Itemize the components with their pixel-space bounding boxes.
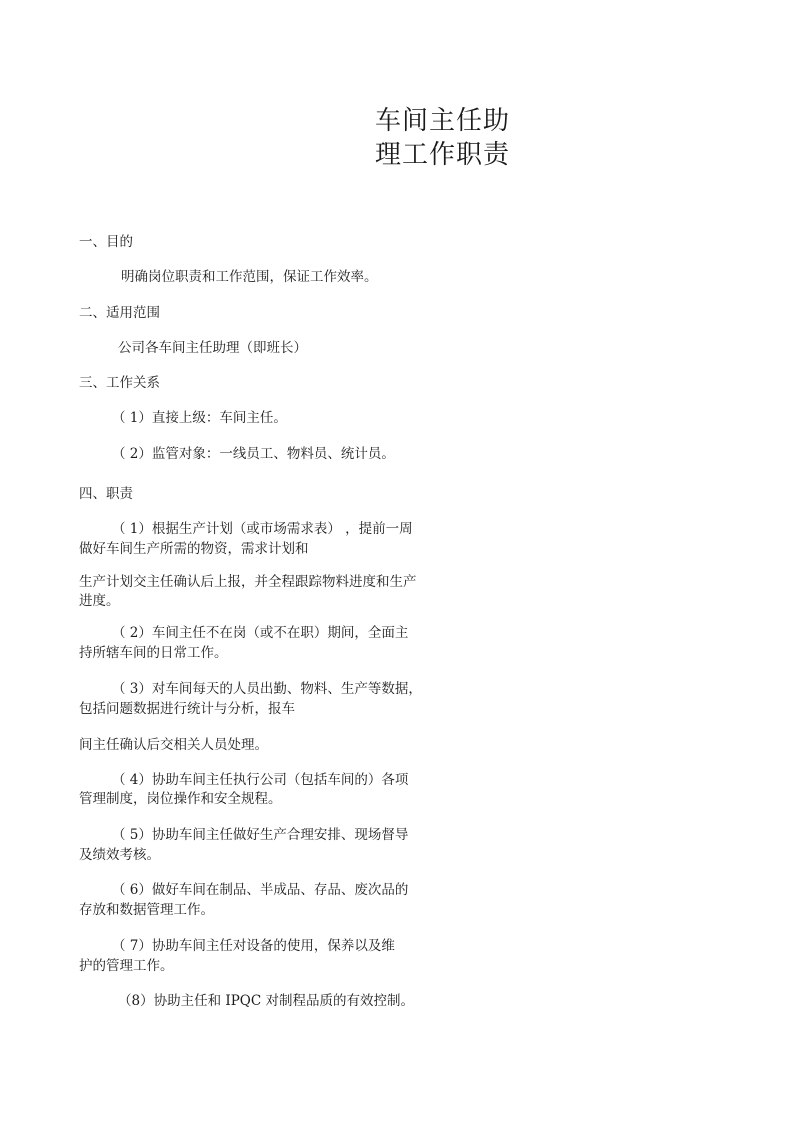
document-title-line-2: 理工作职责 bbox=[374, 140, 510, 170]
duty-1-line-4: 进度。 bbox=[79, 593, 120, 609]
duty-8-line-1: （8）协助主任和 IPQC 对制程品质的有效控制。 bbox=[118, 993, 414, 1009]
section-heading-duties: 四、职责 bbox=[79, 486, 133, 502]
duty-7-line-1: （ 7）协助车间主任对设备的使用，保养以及维 bbox=[112, 938, 395, 954]
duty-3-line-1: （ 3）对车间每天的人员出勤、物料、生产等数据， bbox=[112, 681, 422, 697]
duty-1-line-3: 生产计划交主任确认后上报，并全程跟踪物料进度和生产 bbox=[79, 574, 417, 590]
duty-5-line-2: 及绩效考核。 bbox=[79, 847, 160, 863]
duty-5-line-1: （ 5）协助车间主任做好生产合理安排、现场督导 bbox=[112, 827, 409, 843]
duty-1-line-2: 做好车间生产所需的物资，需求计划和 bbox=[79, 541, 309, 557]
duty-6-line-2: 存放和数据管理工作。 bbox=[79, 902, 214, 918]
purpose-text: 明确岗位职责和工作范围，保证工作效率。 bbox=[121, 269, 378, 285]
duty-3-line-2: 包括问题数据进行统计与分析，报车 bbox=[79, 701, 295, 717]
scope-text: 公司各车间主任助理（即班长） bbox=[118, 340, 307, 356]
document-title-line-1: 车间主任助 bbox=[374, 106, 510, 136]
duty-4-line-1: （ 4）协助车间主任执行公司（包括车间的）各项 bbox=[112, 772, 409, 788]
relations-item-2: （ 2）监管对象：一线员工、物料员、统计员。 bbox=[112, 446, 395, 462]
section-heading-scope: 二、适用范围 bbox=[79, 305, 160, 321]
duty-1-line-1: （ 1）根据生产计划（或市场需求表） ，提前一周 bbox=[112, 521, 413, 537]
duty-2-line-1: （ 2）车间主任不在岗（或不在职）期间，全面主 bbox=[112, 625, 409, 641]
duty-6-line-1: （ 6）做好车间在制品、半成品、存品、废次品的 bbox=[112, 882, 409, 898]
relations-item-1: （ 1）直接上级：车间主任。 bbox=[112, 410, 287, 426]
duty-2-line-2: 持所辖车间的日常工作。 bbox=[79, 645, 228, 661]
duty-3-line-3: 间主任确认后交相关人员处理。 bbox=[79, 737, 268, 753]
duty-4-line-2: 管理制度，岗位操作和安全规程。 bbox=[79, 791, 282, 807]
section-heading-purpose: 一、目的 bbox=[79, 234, 133, 250]
section-heading-relations: 三、工作关系 bbox=[79, 375, 160, 391]
duty-7-line-2: 护的管理工作。 bbox=[79, 958, 174, 974]
